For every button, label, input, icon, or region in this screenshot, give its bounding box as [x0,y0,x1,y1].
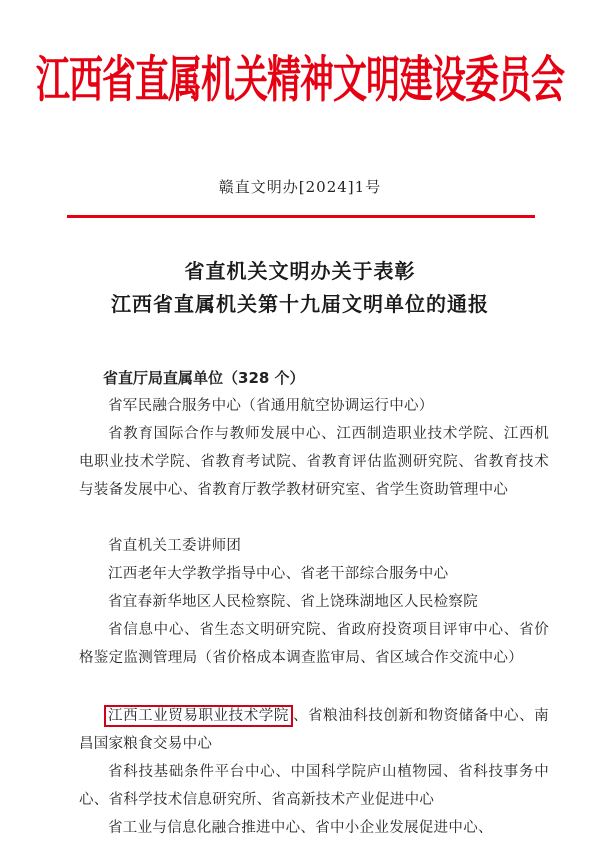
issuer-masthead: 江西省直属机关精神文明建设委员会 [36,51,564,110]
unit-list-continuation: 、省粮油科技创新和物资储备中心、南昌国家粮食交易中心 [79,708,549,752]
unit-list-paragraph: 江西老年大学教学指导中心、省老干部综合服务中心 [108,566,449,582]
section-heading: 省直厅局直属单位（328 个） [103,369,305,387]
unit-list-paragraph: 省工业与信息化融合推进中心、省中小企业发展促进中心、 [108,820,493,836]
document-title-line-1: 省直机关文明办关于表彰 [184,259,416,283]
unit-list-paragraph: 省宜春新华地区人民检察院、省上饶珠湖地区人民检察院 [108,594,478,610]
highlighted-unit: 江西工业贸易职业技术学院 [104,705,293,727]
document-number: 赣直文明办[2024]1号 [218,178,382,196]
document-title-line-2: 江西省直属机关第十九届文明单位的通报 [111,292,489,316]
unit-list-paragraph: 省信息中心、省生态文明研究院、省政府投资项目评审中心、省价格鉴定监测管理局（省价格成本调查监审局、省区域合作交流中心） [79,622,549,666]
red-divider [67,215,535,218]
unit-list-paragraph: 省科技基础条件平台中心、中国科学院庐山植物园、省科技事务中心、省科学技术信息研究所、省高新技术产业促进中心 [79,764,549,808]
unit-list-paragraph: 省教育国际合作与教师发展中心、江西制造职业技术学院、江西机电职业技术学院、省教育考试院、省教育评估监测研究院、省教育技术与装备发展中心、省教育厅教学教材研究室、省学生资助管理中心 [79,426,549,498]
unit-list-paragraph-highlighted [79,702,549,758]
unit-list-paragraph: 省军民融合服务中心（省通用航空协调运行中心） [108,398,434,414]
unit-list-paragraph: 省直机关工委讲师团 [108,538,242,554]
